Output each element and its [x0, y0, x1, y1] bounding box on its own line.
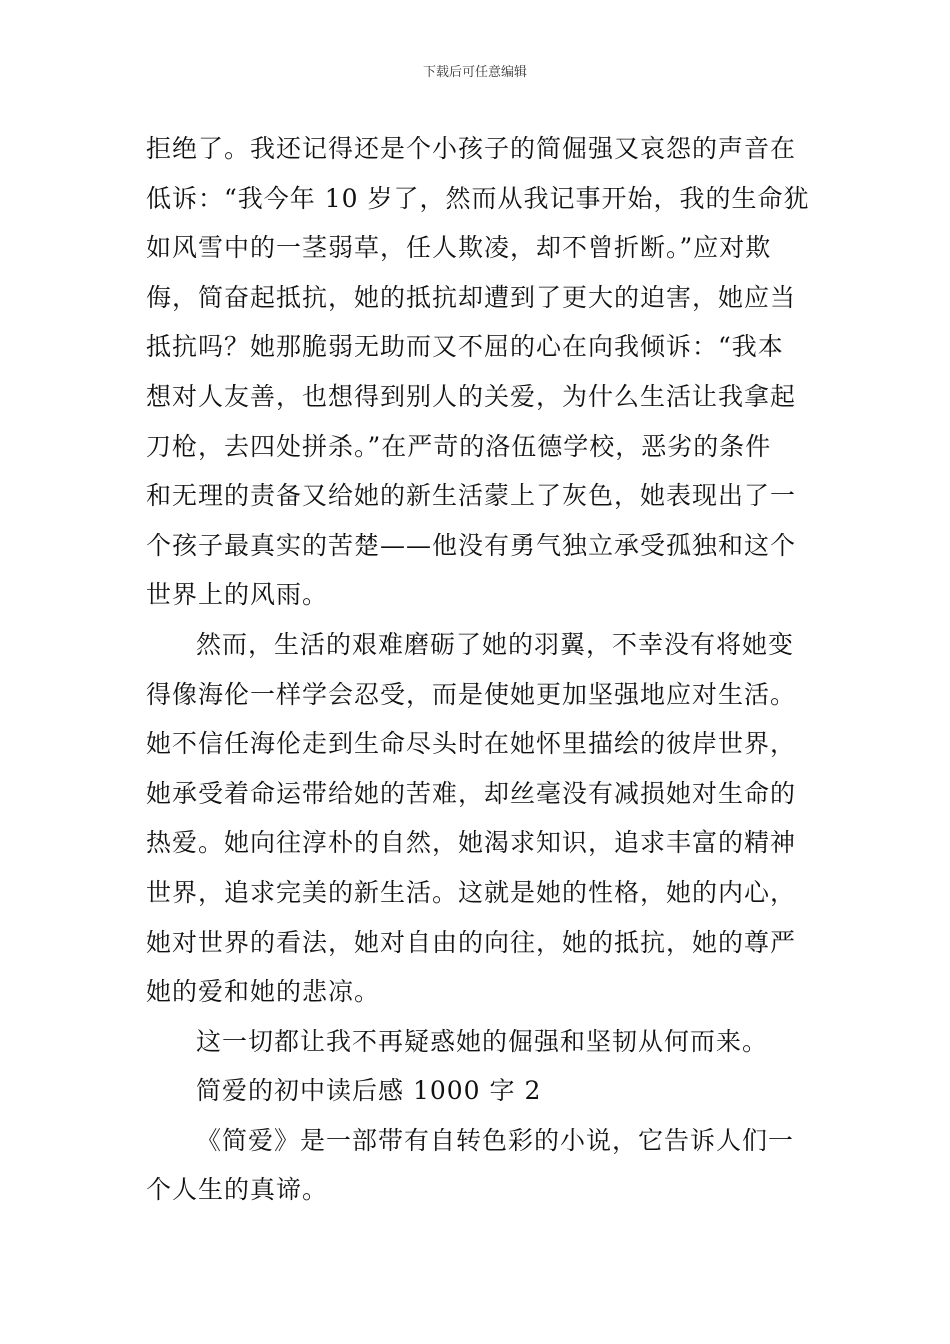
text-line: 和无理的责备又给她的新生活蒙上了灰色，她表现出了一 — [146, 481, 797, 511]
text-line: 抵抗吗？她那脆弱无助而又不屈的心在向我倾诉：“我本 — [146, 332, 784, 362]
text-line: 世界，追求完美的新生活。这就是她的性格，她的内心， — [146, 877, 797, 907]
page-header: 下载后可任意编辑 — [422, 65, 527, 80]
text-line: 她承受着命运带给她的苦难，却丝毫没有减损她对生命的 — [146, 778, 797, 808]
section-heading: 简爱的初中读后感 1000 字 2 — [196, 1076, 542, 1106]
text-line: 拒绝了。我还记得还是个小孩子的简倔强又哀怨的声音在 — [146, 134, 797, 163]
text-line: 如风雪中的一茎弱草，任人欺凌，却不曾折断。”应对欺 — [146, 233, 772, 263]
text-line: 然而，生活的艰难磨砺了她的羽翼，不幸没有将她变 — [196, 629, 795, 659]
text-line: 这一切都让我不再疑惑她的倔强和坚韧从何而来。 — [196, 1026, 769, 1056]
text-line: 她对世界的看法，她对自由的向往，她的抵抗，她的尊严 — [146, 927, 797, 957]
text-line: 世界上的风雨。 — [146, 580, 329, 610]
text-line: 她不信任海伦走到生命尽头时在她怀里描绘的彼岸世界， — [146, 729, 797, 759]
text-line: 热爱。她向往淳朴的自然，她渴求知识，追求丰富的精神 — [146, 828, 797, 858]
text-line: 低诉：“我今年 10 岁了，然而从我记事开始，我的生命犹 — [146, 183, 810, 213]
document-body — [146, 124, 810, 1215]
text-line: 侮，简奋起抵抗，她的抵抗却遭到了更大的迫害，她应当 — [146, 282, 797, 312]
text-line: 她的爱和她的悲凉。 — [146, 977, 381, 1007]
text-line: 刀枪，去四处拼杀。”在严苛的洛伍德学校，恶劣的条件 — [146, 431, 772, 461]
text-line: 《简爱》是一部带有自转色彩的小说，它告诉人们一 — [196, 1125, 795, 1155]
text-line: 个人生的真谛。 — [146, 1175, 329, 1205]
text-line: 个孩子最真实的苦楚——他没有勇气独立承受孤独和这个 — [146, 530, 797, 560]
text-line: 得像海伦一样学会忍受，而是使她更加坚强地应对生活。 — [146, 679, 797, 709]
text-line: 想对人友善，也想得到别人的关爱，为什么生活让我拿起 — [146, 381, 797, 411]
